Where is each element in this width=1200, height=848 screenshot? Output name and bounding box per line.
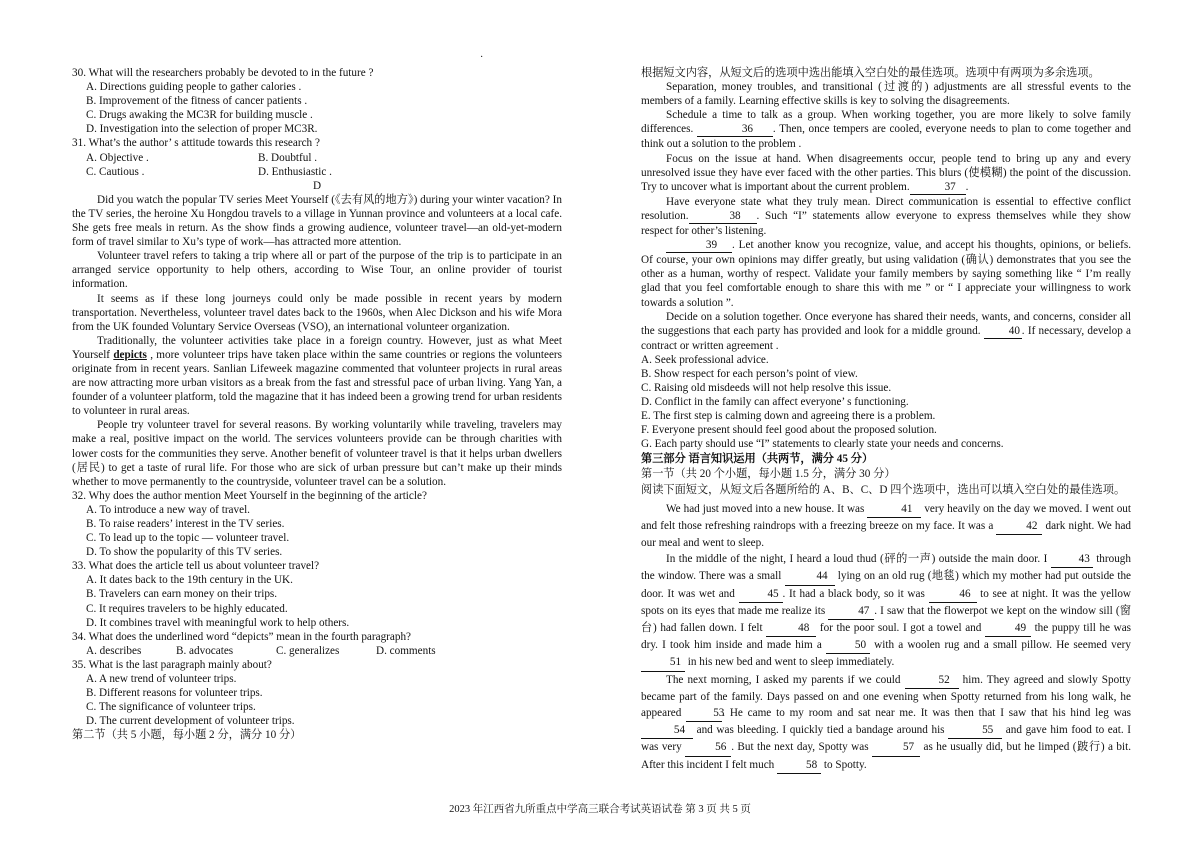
blank-48[interactable]: 48 [766,620,816,637]
seven-choice-option-e: E. The first step is calming down and agreeing there is a problem. [641,410,936,423]
blank-53[interactable]: 53 [686,705,722,722]
paragraph-4-text-end: . Such “I” statements allow everyone to express themselves while they show respect for other’s listening. [641,209,1131,238]
passage-d-paragraph-4 [72,334,562,419]
cloze-text: We had just moved into a new house. It was [666,502,865,515]
question-32-option-b: B. To raise readers’ interest in the TV series. [86,518,285,530]
left-column [72,66,562,743]
question-33-option-c: C. It requires travelers to be highly educated. [86,602,288,615]
seven-choice-paragraph-2 [641,108,1131,151]
blank-46[interactable]: 46 [929,586,977,603]
cloze-text: with a woolen rug and a small pillow. He seemed very [874,639,1132,652]
section-d-heading: D [312,179,322,192]
question-34-stem: 34. What does the underlined word “depicts” mean in the fourth paragraph? [72,630,412,643]
cloze-text: very heavily on the day we moved. I went out and felt those refreshing raindrops with a freezing breeze on my face. It was a [641,502,1131,532]
cloze-text: lying on an old rug (地毯) which my mother had put outside the door. It was wet and [641,570,1132,600]
cloze-text: for the poor soul. I got a towel and [819,622,982,635]
passage-d-paragraph-4-end: , more volunteer trips have taken place within the same countries or regions the volunteers originate from in recent years. Sanlian Lifeweek magazine commented that volunteer projects in rural areas are now attracting more urban visitors as a break from the fast and stressful pace of urban living. Yang Yan, a founder of a volunteer platform, told the magazine that it has indeed been a growing trend for urban residents to volunteer in rural areas. [72,348,562,418]
question-35-option-b: B. Different reasons for volunteer trips. [86,687,263,700]
blank-56[interactable]: 56 [685,739,731,756]
passage-d-paragraph-2: Volunteer travel refers to taking a trip where all or part of the purpose of the trip is to participate in an arranged service opportunity to help others, according to Wise Tour, an online provider of tourist information. [72,250,562,291]
seven-choice-paragraph-3 [641,152,1131,195]
question-30-option-a: A. Directions guiding people to gather calories . [86,81,302,94]
cloze-text: to Spotty. [823,758,867,771]
part-3-heading: 第三部分 语言知识运用（共两节，满分 45 分） [641,452,874,465]
cloze-text: . But the next day, Spotty was [731,741,869,754]
question-34-option-d: D. comments [376,644,436,657]
question-31-options-row-1 [86,151,562,165]
seven-choice-option-f: F. Everyone present should feel good about the proposed solution. [641,424,937,437]
question-31-option-b: B. Doubtful . [258,151,318,164]
question-32-option-a: A. To introduce a new way of travel. [86,503,250,516]
cloze-text: him. They agreed and slowly Spotty became part of the family. Days passed on and one evening when Spotty returned from his long walk, he appeared [641,673,1132,720]
question-30-option-c: C. Drugs awaking the MC3R for building muscle . [86,109,313,122]
cloze-text: and gave him food to eat. I was very [641,724,1131,754]
seven-choice-option-g: G. Each party should use “I” statements to clearly state your needs and concerns. [641,438,1004,451]
question-33-stem: 33. What does the article tell us about volunteer travel? [72,560,320,573]
blank-50[interactable]: 50 [826,637,870,654]
paragraph-2-text-end: . Then, once tempers are cooled, everyone needs to plan to come together and think out a solution to the problem . [641,123,1132,151]
blank-49[interactable]: 49 [985,620,1031,637]
cloze-text: and was bleeding. I quickly tied a bandage around his [696,724,945,737]
question-34-option-a: A. describes [86,644,142,657]
cloze-passage [641,501,1131,774]
cloze-text: in his new bed and went to sleep immediately. [687,656,895,669]
passage-d-paragraph-5: People try volunteer travel for several reasons. By working voluntarily while traveling, travelers may make a real, positive impact on the world. The services volunteers provide can be through charities with lower costs for the communities they serve. Another benefit of volunteer travel is that it helps urban dwellers (居民) to get a taste of rural life. For those who are sick of urban pressure but can’t make up their minds whether to move permanently to the countryside, volunteer travel can be a solution. [72,419,562,488]
question-30-option-b: B. Improvement of the fitness of cancer patients . [86,95,308,108]
part-3-instruction: 阅读下面短文，从短文后各题所给的 A、B、C、D 四个选项中，选出可以填入空白处的最佳选项。 [641,483,1126,496]
cloze-paragraph-3 [641,672,1131,774]
question-33-option-b: B. Travelers can earn money on their trips. [86,588,278,601]
question-33-option-a: A. It dates back to the 19th century in the UK. [86,574,293,587]
seven-choice-instruction: 根据短文内容，从短文后的选项中选出能填入空白处的最佳选项。选项中有两项为多余选项。 [641,67,1100,79]
blank-40[interactable]: 40 [984,324,1022,339]
cloze-text: . It had a black body, so it was [782,587,925,600]
question-34-options-row [86,644,562,658]
blank-52[interactable]: 52 [905,672,959,689]
paragraph-6-text-end: . If necessary, develop a contract or written agreement . [641,324,1132,352]
passage-d-paragraph-1: Did you watch the popular TV series Meet Yourself (《去有风的地方》) during your winter vacation? In the TV series, the heroine Xu Hongdou travels to a village in Yunnan province and volunteers at a local cafe. She gets free meals in return. As the show finds a growing audience, volunteer travel—an old-yet-modern form of travel similar to Xu’s type of work—has attracted more attention. [72,193,562,249]
question-35-option-d: D. The current development of volunteer trips. [86,715,295,728]
seven-choice-paragraph-4 [641,195,1131,238]
page-footer: 2023 年江西省九所重点中学高三联合考试英语试卷 第 3 页 共 5 页 [449,804,751,815]
seven-choice-option-a: A. Seek professional advice. [641,353,769,366]
blank-51[interactable]: 51 [641,654,685,671]
blank-47[interactable]: 47 [828,603,874,620]
question-34-option-b: B. advocates [176,644,234,657]
question-34-option-c: C. generalizes [276,644,340,657]
paragraph-6-text: Decide on a solution together. Once everyone has shared their needs, wants, and concerns, consider all the suggestions that each party has provided and look for a middle ground. [641,310,1131,337]
question-33-option-d: D. It combines travel with meaningful work to help others. [86,616,350,629]
top-mark: · [480,52,484,63]
seven-choice-paragraph-1: Separation, money troubles, and transitional (过渡的) adjustments are all stressful events to the members of a family. Learning effective skills is key to solving the disagreements. [641,81,1131,108]
question-31-option-d: D. Enthusiastic . [258,165,332,178]
question-31-stem: 31. What’s the author’ s attitude towards this research ? [72,137,320,150]
cloze-text: as he usually did, but he limped (跛行) a bit. After this incident I felt much [641,741,1132,771]
seven-choice-paragraph-5 [641,238,1131,309]
cloze-paragraph-2 [641,551,1131,671]
question-35-stem: 35. What is the last paragraph mainly about? [72,658,272,671]
blank-37[interactable]: 37 [910,180,966,195]
cloze-text: . I saw that the flowerpot we kept on the window sill (窗台) had fallen down. I felt [641,604,1132,635]
paragraph-4-text: Have everyone state what they truly mean. Direct communication is essential to effective conflict resolution. [641,195,1131,222]
blank-58[interactable]: 58 [777,757,821,774]
cloze-text: through the window. There was a small [641,553,1131,583]
cloze-text: to see at night. It was the yellow spots on its eyes that made me realize its [641,587,1132,617]
blank-55[interactable]: 55 [948,722,1002,739]
blank-41[interactable]: 41 [867,501,921,518]
paragraph-5-text: . Let another know you recognize, value, and accept his thoughts, opinions, or beliefs. Of course, your own opinions may differ greatly, but using validation (确认) demonstrates that you see the other as a human, worthy of respect. Validate your family members by saying something like “ I’m really glad that you feel comfortable enough to share this with me ” or “ I appreciate your willingness to work towards a solution ”. [641,239,1131,309]
question-32-stem: 32. Why does the author mention Meet Yourself in the beginning of the article? [72,489,427,502]
blank-44[interactable]: 44 [785,568,835,585]
section-2-heading: 第二节（共 5 小题，每小题 2 分，满分 10 分） [72,729,302,742]
paragraph-2-text: Schedule a time to talk as a group. When working together, you are more likely to solve family differences. [641,109,1131,136]
question-32-option-c: C. To lead up to the topic — volunteer travel. [86,532,290,545]
question-31-options-row-2 [86,165,562,179]
cloze-text: . He came to my room and sat near me. It was then that I saw that his hind leg was [722,707,1132,720]
underlined-word-depicts: depicts [113,348,147,361]
cloze-text: the puppy till he was dry. I took him inside and made him a [641,622,1132,652]
passage-d-paragraph-4-start: Traditionally, the volunteer activities take place in a foreign country. However, just as what Meet Yourself [72,334,562,361]
cloze-text: In the middle of the night, I heard a loud thud (砰的一声) outside the main door. I [666,553,1048,566]
part-3-subheading: 第一节（共 20 个小题，每小题 1.5 分，满分 30 分） [641,467,896,480]
blank-54[interactable]: 54 [641,722,693,739]
question-32-option-d: D. To show the popularity of this TV series. [86,546,283,559]
question-31-option-a: A. Objective . [86,151,149,164]
seven-choice-option-c: C. Raising old misdeeds will not help resolve this issue. [641,382,892,395]
blank-42[interactable]: 42 [996,518,1042,535]
right-column [641,66,1131,774]
question-31-option-c: C. Cautious . [86,165,145,178]
seven-choice-paragraph-6 [641,310,1131,353]
question-30-option-d: D. Investigation into the selection of proper MC3R. [86,123,318,136]
paragraph-3-text-end: . [965,180,969,193]
paragraph-3-text: Focus on the issue at hand. When disagreements occur, people tend to bring up any and every unresolved issue they have ever faced with the other parties. This blurs (使模糊) the point of the discussion. Try to uncover what is important about the current problem. [641,152,1131,193]
cloze-paragraph-1 [641,501,1131,552]
question-30-stem: 30. What will the researchers probably be devoted to in the future ? [72,67,374,79]
blank-38[interactable]: 38 [689,209,757,224]
blank-45[interactable]: 45 [739,586,783,603]
blank-36[interactable]: 36 [697,122,773,137]
seven-choice-option-b: B. Show respect for each person’s point of view. [641,367,858,380]
blank-43[interactable]: 43 [1051,551,1093,568]
question-35-option-a: A. A new trend of volunteer trips. [86,673,237,686]
passage-d-paragraph-3: It seems as if these long journeys could only be made possible in recent years by modern transportation. Nevertheless, volunteer travel dates back to the 1960s, when Alec Dickson and his wife Mora from the UK founded Voluntary Service Overseas (VSO), an international volunteer organization. [72,292,562,333]
blank-39[interactable]: 39 [666,238,732,253]
question-35-option-c: C. The significance of volunteer trips. [86,701,256,714]
cloze-text: The next morning, I asked my parents if we could [666,673,901,686]
seven-choice-option-d: D. Conflict in the family can affect everyone’ s functioning. [641,396,909,409]
blank-57[interactable]: 57 [872,739,920,756]
cloze-text: dark night. We had our meal and went to sleep. [641,519,1132,550]
